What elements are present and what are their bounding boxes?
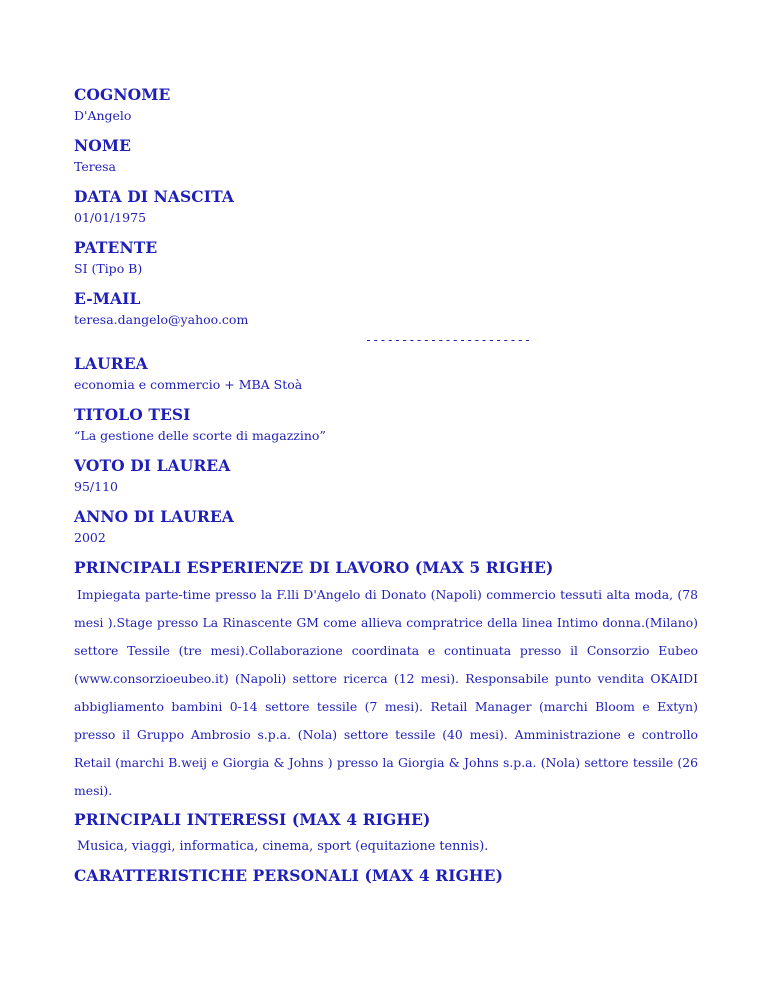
field-patente [74, 237, 698, 279]
section-heading: PRINCIPALI ESPERIENZE DI LAVORO (MAX 5 RIGHE) [74, 558, 554, 577]
field-label: E-MAIL [74, 289, 141, 308]
field-laurea [74, 353, 698, 395]
field-value: D'Angelo [74, 108, 132, 123]
field-label: LAUREA [74, 354, 148, 373]
field-value: 01/01/1975 [74, 210, 147, 225]
field-anno-di-laurea [74, 506, 698, 548]
section-interests [74, 809, 698, 857]
field-label: TITOLO TESI [74, 405, 191, 424]
section-personal [74, 865, 698, 887]
field-nome [74, 135, 698, 177]
section-separator: ----------------------- [364, 333, 532, 347]
field-label: PATENTE [74, 238, 158, 257]
field-value: SI (Tipo B) [74, 261, 143, 276]
field-label: NOME [74, 136, 132, 155]
field-cognome [74, 84, 698, 126]
section-heading: PRINCIPALI INTERESSI (MAX 4 RIGHE) [74, 810, 431, 829]
cv-document [74, 84, 698, 887]
section-heading: CARATTERISTICHE PERSONALI (MAX 4 RIGHE) [74, 866, 504, 885]
field-value: “La gestione delle scorte di magazzino” [74, 428, 326, 443]
field-value: economia e commercio + MBA Stoà [74, 377, 303, 392]
field-value: 95/110 [74, 479, 118, 494]
section-experience [74, 557, 698, 805]
field-label: DATA DI NASCITA [74, 187, 235, 206]
field-label: ANNO DI LAUREA [74, 507, 234, 526]
experience-text: Impiegata parte-time presso la F.lli D'Angelo di Donato (Napoli) commercio tessuti alta moda, (78 mesi ).Stage presso La Rinascente GM come allieva compratrice della linea Intimo donna.(Milano) settore Tessile (tre mesi).Collaborazione coordinata e continuata presso il Consorzio Eubeo (www.consorzioeubeo.it) (Napoli) settore ricerca (12 mesi). Responsabile punto vendita OKAIDI abbigliamento bambini 0-14 settore tessile (7 mesi). Retail Manager (marchi Bloom e Extyn) presso il Gruppo Ambrosio s.p.a. (Nola) settore tessile (40 mesi). Amministrazione e controllo Retail (marchi B.weij e Giorgia & Johns ) presso la Giorgia & Johns s.p.a. (Nola) settore tessile (26 mesi). [74, 587, 698, 798]
field-value: Teresa [74, 159, 117, 174]
field-label: COGNOME [74, 85, 171, 104]
field-value: 2002 [74, 530, 106, 545]
field-label: VOTO DI LAUREA [74, 456, 231, 475]
field-email [74, 288, 698, 330]
interests-text: Musica, viaggi, informatica, cinema, sport (equitazione tennis). [77, 839, 489, 854]
field-voto-di-laurea [74, 455, 698, 497]
field-data-di-nascita [74, 186, 698, 228]
field-value: teresa.dangelo@yahoo.com [74, 312, 249, 327]
field-titolo-tesi [74, 404, 698, 446]
